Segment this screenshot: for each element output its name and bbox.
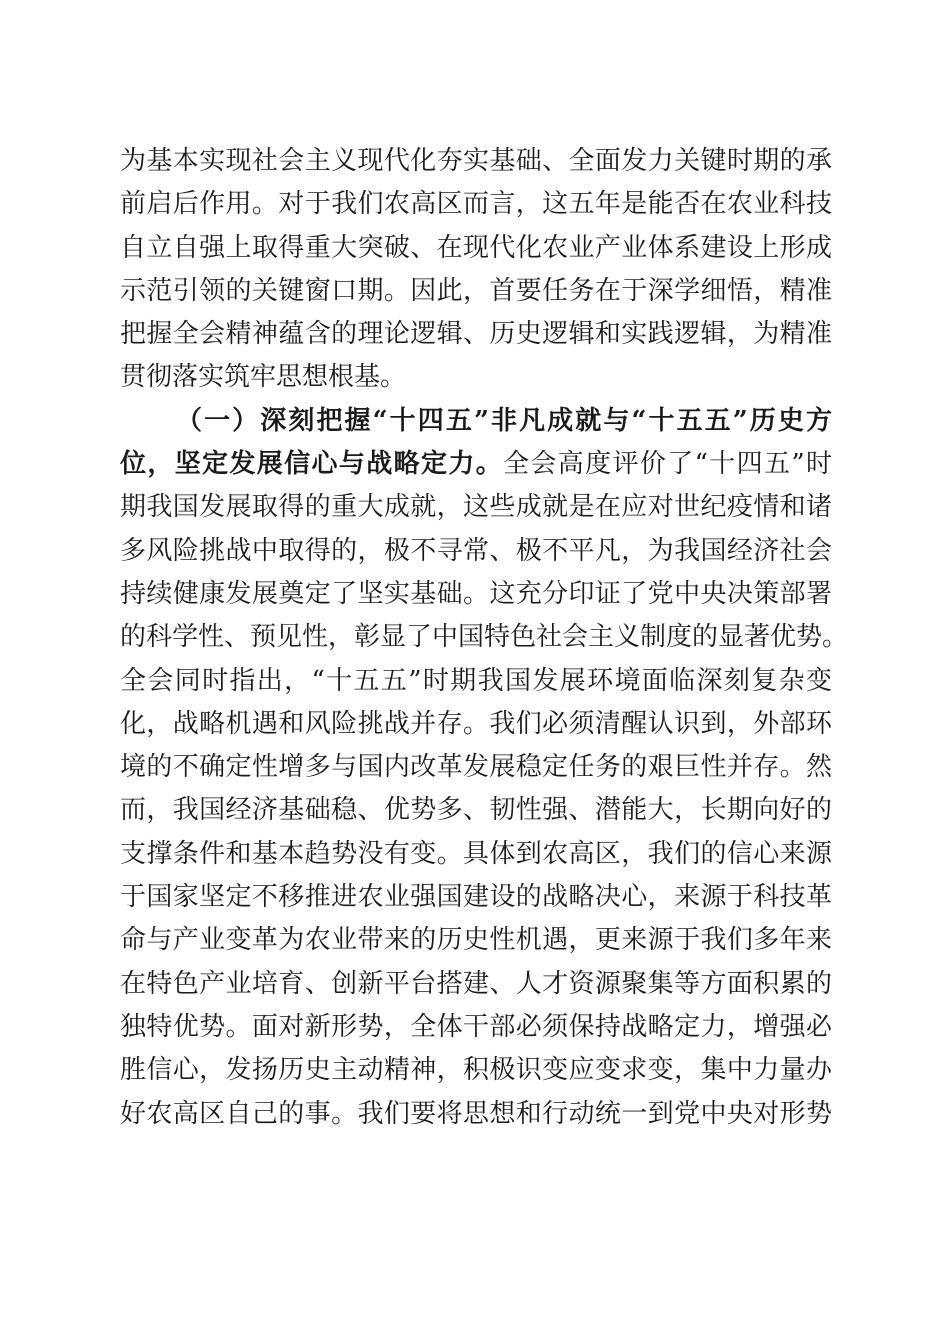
text-line: 独特优势。面对新形势，全体干部必须保持战略定力，增强必 [120,1011,832,1042]
text-line: 于国家坚定不移推进农业强国建设的战略决心，来源于科技革 [120,882,832,913]
text-line: 而，我国经济基础稳、优势多、韧性强、潜能大，长期向好的 [120,795,832,826]
text-line: 境的不确定性增多与国内改革发展稳定任务的艰巨性并存。然 [120,752,832,783]
text-line: 示范引领的关键窗口期。因此，首要任务在于深学细悟，精准 [120,275,832,306]
text-line: 在特色产业培育、创新平台搭建、人才资源聚集等方面积累的 [120,968,832,999]
text-line: 前启后作用。对于我们农高区而言，这五年是能否在农业科技 [120,189,832,220]
text-line: 把握全会精神蕴含的理论逻辑、历史逻辑和实践逻辑，为精准 [120,319,832,350]
text-line: 胜信心，发扬历史主动精神，积极识变应变求变，集中力量办 [120,1055,832,1086]
text-line: 贯彻落实筑牢思想根基。 [120,362,407,393]
paragraph-1 [120,140,832,400]
text-line: 全会同时指出，“十五五”时期我国发展环境面临深刻复杂变 [120,665,832,696]
text-line: 为基本实现社会主义现代化夯实基础、全面发力关键时期的承 [120,146,832,176]
text-line: 期我国发展取得的重大成就，这些成就是在应对世纪疫情和诸 [120,492,832,523]
text-line: 好农高区自己的事。我们要将思想和行动统一到党中央对形势 [120,1098,832,1129]
body-text: 全会高度评价了“十四五”时 [503,449,832,480]
text-line: 的科学性、预见性，彰显了中国特色社会主义制度的显著优势。 [120,622,849,653]
document-body [120,140,849,1136]
section-heading-line: （一）深刻把握“十四五”非凡成就与“十五五”历史方 [176,405,832,436]
text-line: 化，战略机遇和风险挑战并存。我们必须清醒认识到，外部环 [120,708,832,739]
text-line: 多风险挑战中取得的，极不寻常、极不平凡，为我国经济社会 [120,535,832,566]
text-line: 命与产业变革为农业带来的历史性机遇，更来源于我们多年来 [120,925,832,956]
text-line: 持续健康发展奠定了坚实基础。这充分印证了党中央决策部署 [120,578,832,609]
section-heading-continuation: 位，坚定发展信心与战略定力。 [120,449,504,480]
text-line: 自立自强上取得重大突破、在现代化农业产业体系建设上形成 [120,232,832,263]
text-line: 支撑条件和基本趋势没有变。具体到农高区，我们的信心来源 [120,838,832,869]
paragraph-2 [120,400,849,1136]
text-line [120,443,832,486]
